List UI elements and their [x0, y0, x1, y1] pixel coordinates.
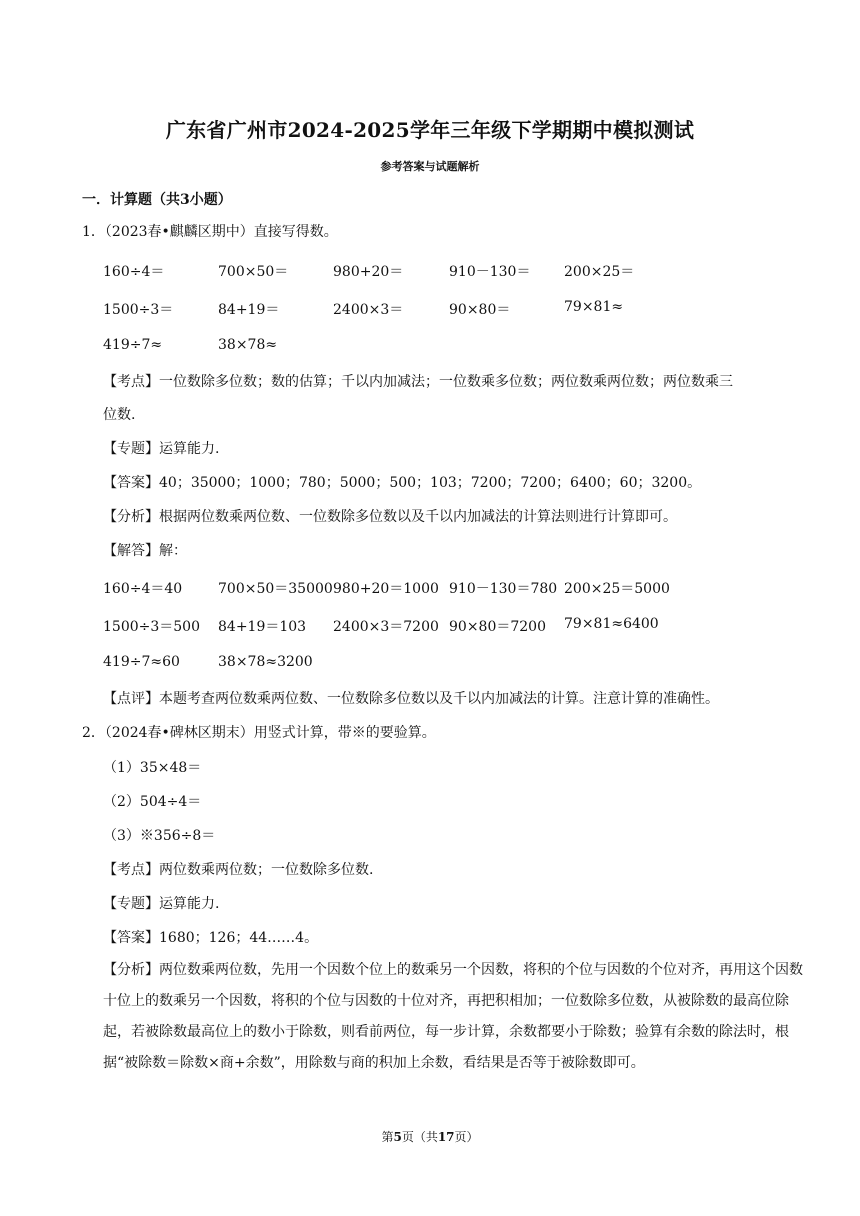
q1-solution: 200×25＝5000 — [564, 581, 670, 597]
footer-suffix: 页） — [454, 1130, 479, 1144]
q1-kaodian-cont: 位数. — [103, 407, 136, 423]
q1-problem: 200×25＝ — [564, 264, 635, 280]
q2-zhuanti: 【专题】运算能力. — [103, 896, 220, 912]
q1-kaodian: 【考点】一位数除多位数；数的估算；千以内加减法；一位数乘多位数；两位数乘两位数；两位数乘三 — [103, 374, 733, 390]
q1-problem: 2400×3＝ — [333, 302, 404, 318]
q1-solution: 90×80＝7200 — [449, 619, 546, 635]
q2-item-3: （3）※356÷8＝ — [103, 828, 216, 844]
page-title: 广东省广州市2024-2025学年三年级下学期期中模拟测试 — [165, 118, 695, 142]
q1-comment: 【点评】本题考查两位数乘两位数、一位数除多位数以及千以内加减法的计算。注意计算的准确性。 — [103, 691, 719, 707]
page-footer — [0, 1128, 860, 1145]
q1-solution: 700×50＝35000 — [218, 581, 333, 597]
section-heading: 一．计算题（共3小题） — [82, 192, 232, 208]
q2-kaodian: 【考点】两位数乘两位数；一位数除多位数. — [103, 862, 374, 878]
q1-problem: 79×81≈ — [564, 299, 624, 315]
q1-problem: 84+19＝ — [218, 302, 280, 318]
q2-answer: 【答案】1680；126；44……4。 — [103, 930, 319, 946]
q2-analysis: 【分析】两位数乘两位数，先用一个因数个位上的数乘另一个因数，将积的个位与因数的个位对齐，再用这个因数十位上的数乘另一个因数，将积的个位与因数的十位对齐，再把积相加；一位数除多位数，从被除数的最高位除起，若被除数最高位上的数小于除数，则看前两位，每一步计算，余数都要小于除数；验算有余数的除法时，根据“被除数＝除数×商+余数”，用除数与商的积加上余数，看结果是否等于被除数即可。 — [103, 962, 803, 1071]
q1-solution: 38×78≈3200 — [218, 654, 313, 670]
q1-problem: 90×80＝ — [449, 302, 511, 318]
q1-analysis: 【分析】根据两位数乘两位数、一位数除多位数以及千以内加减法的计算法则进行计算即可。 — [103, 509, 677, 525]
footer-mid: 页（共 — [401, 1130, 438, 1144]
q1-problem: 980+20＝ — [333, 264, 404, 280]
q1-solution: 910－130＝780 — [449, 581, 558, 597]
footer-prefix: 第 — [381, 1130, 394, 1144]
q1-solution: 2400×3＝7200 — [333, 619, 439, 635]
q2-item-1: （1）35×48＝ — [103, 760, 202, 776]
q1-solution: 79×81≈6400 — [564, 616, 659, 632]
q1-solution-label: 【解答】解： — [103, 543, 187, 559]
q2-stem: 2．（2024春•碑林区期末）用竖式计算，带※的要验算。 — [82, 725, 436, 741]
q2-item-2: （2）504÷4＝ — [103, 794, 202, 810]
q1-solution: 160÷4＝40 — [103, 581, 183, 597]
q1-problem: 910－130＝ — [449, 264, 531, 280]
q1-problem: 419÷7≈ — [103, 337, 163, 353]
q1-stem: 1．（2023春•麒麟区期中）直接写得数。 — [82, 224, 338, 240]
q1-problem: 160÷4＝ — [103, 264, 165, 280]
q1-problem: 700×50＝ — [218, 264, 289, 280]
q1-zhuanti: 【专题】运算能力. — [103, 441, 220, 457]
q1-problem: 1500÷3＝ — [103, 302, 174, 318]
q1-solution: 84+19＝103 — [218, 619, 307, 635]
q1-answer: 【答案】40；35000；1000；780；5000；500；103；7200；7200；6400；60；3200。 — [103, 475, 702, 491]
q1-problem: 38×78≈ — [218, 337, 278, 353]
page-number: 5 — [393, 1130, 402, 1144]
page-subtitle: 参考答案与试题解析 — [380, 160, 480, 173]
page-total: 17 — [437, 1130, 455, 1144]
q1-solution: 419÷7≈60 — [103, 654, 180, 670]
q1-solution: 1500÷3＝500 — [103, 619, 200, 635]
q1-solution: 980+20＝1000 — [333, 581, 439, 597]
